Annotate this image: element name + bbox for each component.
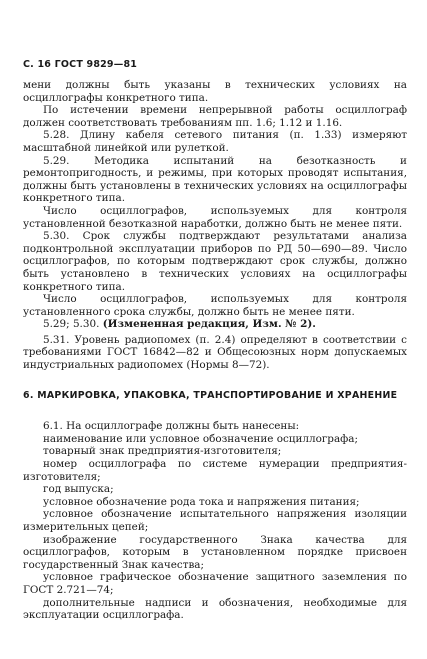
list-item: условное обозначение испытательного напряжения изоляции измерительных цепей;	[23, 508, 407, 533]
running-head: С. 16 ГОСТ 9829—81	[23, 59, 138, 70]
paragraph: По истечении времени непрерывной работы осциллограф должен соответствовать требованиям пп. 1.6; 1.12 и 1.16.	[23, 104, 407, 129]
amendment-text: (Измененная редакция, Изм. № 2).	[102, 318, 316, 331]
list-item: год выпуска;	[43, 483, 114, 496]
page-body	[23, 79, 407, 622]
list-item: товарный знак предприятия-изготовителя;	[43, 445, 282, 458]
paragraph-5-31: 5.31. Уровень радиопомех (п. 2.4) определяют в соответствии с требованиями ГОСТ 16842—82 и Общесоюзных норм допускаемых индустриальных радиопомех (Нормы 8—72).	[23, 333, 407, 372]
paragraph-5-29: 5.29. Методика испытаний на безотказность и ремонтопригодность, и режимы, при которых проводят испытания, должны быть установлены в технических условиях на осциллографы конкретного типа.	[23, 154, 407, 205]
list-item: номер осциллографа по системе нумерации предприятия-изготовителя;	[23, 458, 407, 483]
list-item: изображение государственного Знака качества для осциллографов, которым в установленном порядке присвоен государственный Знак качества;	[23, 533, 407, 571]
paragraph: мени должны быть указаны в технических условиях на осциллографы конкретного типа.	[23, 79, 407, 104]
paragraph: Число осциллографов, используемых для контроля установленного срока службы, должно быть не менее пяти.	[23, 293, 407, 318]
list-item: дополнительные надписи и обозначения, необходимые для эксплуатации осциллографа.	[23, 596, 407, 622]
list-item: наименование или условное обозначение осциллографа;	[43, 432, 358, 445]
list-item: условное графическое обозначение защитного заземления по ГОСТ 2.721—74;	[23, 571, 407, 596]
amendment-numbers: 5.29; 5.30.	[43, 318, 103, 331]
list-item: условное обозначение рода тока и напряжения питания;	[43, 495, 360, 508]
paragraph: Число осциллографов, используемых для контроля установленной безотказной наработки, должно быть не менее пяти.	[23, 204, 407, 230]
paragraph-6-1: 6.1. На осциллографе должны быть нанесены:	[43, 420, 300, 433]
paragraph-5-28: 5.28. Длину кабеля сетевого питания (п. 1.33) измеряют масштабной линейкой или рулеткой.	[23, 129, 407, 154]
amendment-note	[23, 318, 407, 331]
paragraph-5-30: 5.30. Срок службы подтверждают результатами анализа подконтрольной эксплуатации приборов по РД 50—690—89. Число осциллографов, по которым подтверждают срок службы, должно быть установлено в технических условиях на осциллографы конкретного типа.	[23, 230, 407, 293]
section-title: 6. МАРКИРОВКА, УПАКОВКА, ТРАНСПОРТИРОВАНИЕ И ХРАНЕНИЕ	[23, 389, 398, 401]
